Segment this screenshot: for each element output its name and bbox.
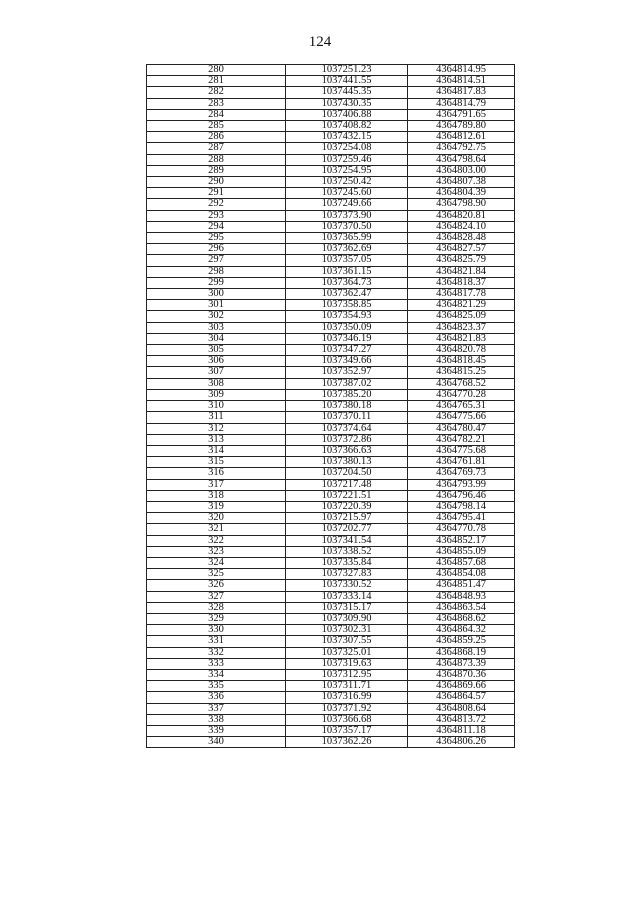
table-row [147,513,515,524]
table-row [147,457,515,468]
table-row [147,557,515,568]
x-coordinate-cell: 1037335.84 [286,557,408,568]
table-row [147,681,515,692]
x-coordinate-cell: 1037325.01 [286,647,408,658]
x-coordinate-cell: 1037370.11 [286,412,408,423]
y-coordinate-cell: 4364769.73 [408,468,515,479]
table-row [147,725,515,736]
y-coordinate-cell: 4364796.46 [408,490,515,501]
y-coordinate-cell: 4364793.99 [408,479,515,490]
point-number-cell: 325 [147,569,286,580]
point-number-cell: 323 [147,546,286,557]
x-coordinate-cell: 1037309.90 [286,613,408,624]
y-coordinate-cell: 4364761.81 [408,457,515,468]
x-coordinate-cell: 1037380.13 [286,457,408,468]
point-number-cell: 321 [147,524,286,535]
y-coordinate-cell: 4364803.00 [408,165,515,176]
y-coordinate-cell: 4364851.47 [408,580,515,591]
point-number-cell: 307 [147,367,286,378]
point-number-cell: 319 [147,501,286,512]
point-number-cell: 281 [147,76,286,87]
y-coordinate-cell: 4364828.48 [408,233,515,244]
y-coordinate-cell: 4364823.37 [408,322,515,333]
point-number-cell: 339 [147,725,286,736]
table-row [147,412,515,423]
table-row [147,143,515,154]
y-coordinate-cell: 4364864.32 [408,625,515,636]
y-coordinate-cell: 4364814.51 [408,76,515,87]
x-coordinate-cell: 1037364.73 [286,277,408,288]
table-row [147,132,515,143]
x-coordinate-cell: 1037441.55 [286,76,408,87]
y-coordinate-cell: 4364820.81 [408,210,515,221]
table-row [147,535,515,546]
x-coordinate-cell: 1037358.85 [286,300,408,311]
table-row [147,277,515,288]
x-coordinate-cell: 1037365.99 [286,233,408,244]
table-row [147,233,515,244]
point-number-cell: 300 [147,289,286,300]
table-row [147,669,515,680]
point-number-cell: 288 [147,154,286,165]
table-row [147,580,515,591]
point-number-cell: 309 [147,389,286,400]
point-number-cell: 312 [147,423,286,434]
y-coordinate-cell: 4364795.41 [408,513,515,524]
point-number-cell: 326 [147,580,286,591]
point-number-cell: 280 [147,65,286,76]
point-number-cell: 330 [147,625,286,636]
y-coordinate-cell: 4364780.47 [408,423,515,434]
point-number-cell: 331 [147,636,286,647]
x-coordinate-cell: 1037430.35 [286,98,408,109]
table-row [147,703,515,714]
y-coordinate-cell: 4364821.83 [408,333,515,344]
table-row [147,165,515,176]
point-number-cell: 303 [147,322,286,333]
y-coordinate-cell: 4364818.37 [408,277,515,288]
y-coordinate-cell: 4364806.26 [408,737,515,748]
x-coordinate-cell: 1037347.27 [286,345,408,356]
table-row [147,524,515,535]
point-number-cell: 335 [147,681,286,692]
point-number-cell: 320 [147,513,286,524]
y-coordinate-cell: 4364868.19 [408,647,515,658]
y-coordinate-cell: 4364798.64 [408,154,515,165]
x-coordinate-cell: 1037362.69 [286,244,408,255]
table-row [147,636,515,647]
x-coordinate-cell: 1037204.50 [286,468,408,479]
point-number-cell: 306 [147,356,286,367]
y-coordinate-cell: 4364870.36 [408,669,515,680]
y-coordinate-cell: 4364864.57 [408,692,515,703]
table-row [147,490,515,501]
y-coordinate-cell: 4364825.09 [408,311,515,322]
x-coordinate-cell: 1037406.88 [286,109,408,120]
point-number-cell: 324 [147,557,286,568]
point-number-cell: 332 [147,647,286,658]
table-row [147,389,515,400]
table-row [147,199,515,210]
x-coordinate-cell: 1037221.51 [286,490,408,501]
point-number-cell: 283 [147,98,286,109]
point-number-cell: 317 [147,479,286,490]
table-row [147,434,515,445]
table-row [147,367,515,378]
page-number: 124 [308,34,332,50]
y-coordinate-cell: 4364825.79 [408,255,515,266]
y-coordinate-cell: 4364818.45 [408,356,515,367]
point-number-cell: 287 [147,143,286,154]
table-row [147,98,515,109]
point-number-cell: 311 [147,412,286,423]
point-number-cell: 329 [147,613,286,624]
x-coordinate-cell: 1037315.17 [286,602,408,613]
y-coordinate-cell: 4364863.54 [408,602,515,613]
table-row [147,401,515,412]
table-row [147,345,515,356]
table-row [147,266,515,277]
x-coordinate-cell: 1037333.14 [286,591,408,602]
table-row [147,692,515,703]
point-number-cell: 308 [147,378,286,389]
x-coordinate-cell: 1037349.66 [286,356,408,367]
x-coordinate-cell: 1037380.18 [286,401,408,412]
point-number-cell: 299 [147,277,286,288]
x-coordinate-cell: 1037312.95 [286,669,408,680]
x-coordinate-cell: 1037362.26 [286,737,408,748]
table-row [147,311,515,322]
y-coordinate-cell: 4364855.09 [408,546,515,557]
point-number-cell: 315 [147,457,286,468]
table-row [147,87,515,98]
point-number-cell: 296 [147,244,286,255]
table-row [147,378,515,389]
coordinates-table [146,64,515,748]
point-number-cell: 293 [147,210,286,221]
y-coordinate-cell: 4364827.57 [408,244,515,255]
point-number-cell: 286 [147,132,286,143]
x-coordinate-cell: 1037341.54 [286,535,408,546]
y-coordinate-cell: 4364789.80 [408,121,515,132]
y-coordinate-cell: 4364765.31 [408,401,515,412]
y-coordinate-cell: 4364807.38 [408,177,515,188]
point-number-cell: 314 [147,445,286,456]
table-row [147,289,515,300]
x-coordinate-cell: 1037445.35 [286,87,408,98]
x-coordinate-cell: 1037245.60 [286,188,408,199]
y-coordinate-cell: 4364811.18 [408,725,515,736]
table-row [147,737,515,748]
table-row [147,333,515,344]
table-row [147,76,515,87]
y-coordinate-cell: 4364869.66 [408,681,515,692]
x-coordinate-cell: 1037350.09 [286,322,408,333]
table-row [147,255,515,266]
y-coordinate-cell: 4364770.78 [408,524,515,535]
table-row [147,109,515,120]
point-number-cell: 297 [147,255,286,266]
x-coordinate-cell: 1037370.50 [286,221,408,232]
point-number-cell: 318 [147,490,286,501]
y-coordinate-cell: 4364821.29 [408,300,515,311]
point-number-cell: 295 [147,233,286,244]
x-coordinate-cell: 1037408.82 [286,121,408,132]
y-coordinate-cell: 4364873.39 [408,658,515,669]
point-number-cell: 284 [147,109,286,120]
y-coordinate-cell: 4364814.79 [408,98,515,109]
x-coordinate-cell: 1037362.47 [286,289,408,300]
y-coordinate-cell: 4364792.75 [408,143,515,154]
x-coordinate-cell: 1037249.66 [286,199,408,210]
table-row [147,445,515,456]
y-coordinate-cell: 4364775.68 [408,445,515,456]
y-coordinate-cell: 4364812.61 [408,132,515,143]
point-number-cell: 290 [147,177,286,188]
y-coordinate-cell: 4364820.78 [408,345,515,356]
y-coordinate-cell: 4364804.39 [408,188,515,199]
table-row [147,714,515,725]
y-coordinate-cell: 4364859.25 [408,636,515,647]
table-row [147,423,515,434]
table-row [147,569,515,580]
x-coordinate-cell: 1037432.15 [286,132,408,143]
point-number-cell: 313 [147,434,286,445]
point-number-cell: 301 [147,300,286,311]
point-number-cell: 340 [147,737,286,748]
table-row [147,188,515,199]
table-row [147,479,515,490]
point-number-cell: 285 [147,121,286,132]
point-number-cell: 310 [147,401,286,412]
point-number-cell: 327 [147,591,286,602]
y-coordinate-cell: 4364815.25 [408,367,515,378]
point-number-cell: 322 [147,535,286,546]
table-row [147,591,515,602]
point-number-cell: 282 [147,87,286,98]
table-row [147,613,515,624]
x-coordinate-cell: 1037311.71 [286,681,408,692]
x-coordinate-cell: 1037302.31 [286,625,408,636]
table-row [147,65,515,76]
x-coordinate-cell: 1037352.97 [286,367,408,378]
x-coordinate-cell: 1037371.92 [286,703,408,714]
point-number-cell: 305 [147,345,286,356]
table-row [147,356,515,367]
y-coordinate-cell: 4364798.90 [408,199,515,210]
y-coordinate-cell: 4364868.62 [408,613,515,624]
point-number-cell: 334 [147,669,286,680]
y-coordinate-cell: 4364852.17 [408,535,515,546]
table-row [147,501,515,512]
x-coordinate-cell: 1037373.90 [286,210,408,221]
x-coordinate-cell: 1037366.68 [286,714,408,725]
x-coordinate-cell: 1037220.39 [286,501,408,512]
y-coordinate-cell: 4364824.10 [408,221,515,232]
x-coordinate-cell: 1037361.15 [286,266,408,277]
x-coordinate-cell: 1037372.86 [286,434,408,445]
table-row [147,244,515,255]
table-row [147,177,515,188]
x-coordinate-cell: 1037366.63 [286,445,408,456]
point-number-cell: 292 [147,199,286,210]
table-row [147,546,515,557]
y-coordinate-cell: 4364775.66 [408,412,515,423]
point-number-cell: 302 [147,311,286,322]
y-coordinate-cell: 4364817.83 [408,87,515,98]
x-coordinate-cell: 1037374.64 [286,423,408,434]
x-coordinate-cell: 1037330.52 [286,580,408,591]
x-coordinate-cell: 1037250.42 [286,177,408,188]
table-row [147,658,515,669]
y-coordinate-cell: 4364821.84 [408,266,515,277]
point-number-cell: 291 [147,188,286,199]
y-coordinate-cell: 4364782.21 [408,434,515,445]
y-coordinate-cell: 4364848.93 [408,591,515,602]
table-row [147,210,515,221]
table-row [147,221,515,232]
table-row [147,121,515,132]
point-number-cell: 304 [147,333,286,344]
coordinates-table-body [147,65,515,748]
y-coordinate-cell: 4364817.78 [408,289,515,300]
table-row [147,468,515,479]
x-coordinate-cell: 1037254.95 [286,165,408,176]
x-coordinate-cell: 1037202.77 [286,524,408,535]
table-row [147,602,515,613]
x-coordinate-cell: 1037215.97 [286,513,408,524]
point-number-cell: 316 [147,468,286,479]
point-number-cell: 328 [147,602,286,613]
point-number-cell: 298 [147,266,286,277]
x-coordinate-cell: 1037346.19 [286,333,408,344]
x-coordinate-cell: 1037316.99 [286,692,408,703]
x-coordinate-cell: 1037338.52 [286,546,408,557]
x-coordinate-cell: 1037387.02 [286,378,408,389]
y-coordinate-cell: 4364768.52 [408,378,515,389]
x-coordinate-cell: 1037357.05 [286,255,408,266]
x-coordinate-cell: 1037327.83 [286,569,408,580]
x-coordinate-cell: 1037385.20 [286,389,408,400]
table-row [147,154,515,165]
table-row [147,625,515,636]
x-coordinate-cell: 1037259.46 [286,154,408,165]
point-number-cell: 289 [147,165,286,176]
x-coordinate-cell: 1037354.93 [286,311,408,322]
x-coordinate-cell: 1037254.08 [286,143,408,154]
y-coordinate-cell: 4364791.65 [408,109,515,120]
table-row [147,647,515,658]
x-coordinate-cell: 1037307.55 [286,636,408,647]
x-coordinate-cell: 1037217.48 [286,479,408,490]
x-coordinate-cell: 1037319.63 [286,658,408,669]
point-number-cell: 337 [147,703,286,714]
point-number-cell: 336 [147,692,286,703]
x-coordinate-cell: 1037251.23 [286,65,408,76]
y-coordinate-cell: 4364857.68 [408,557,515,568]
point-number-cell: 294 [147,221,286,232]
y-coordinate-cell: 4364770.28 [408,389,515,400]
y-coordinate-cell: 4364854.08 [408,569,515,580]
y-coordinate-cell: 4364814.95 [408,65,515,76]
point-number-cell: 338 [147,714,286,725]
y-coordinate-cell: 4364808.64 [408,703,515,714]
y-coordinate-cell: 4364798.14 [408,501,515,512]
x-coordinate-cell: 1037357.17 [286,725,408,736]
table-row [147,300,515,311]
table-row [147,322,515,333]
y-coordinate-cell: 4364813.72 [408,714,515,725]
point-number-cell: 333 [147,658,286,669]
